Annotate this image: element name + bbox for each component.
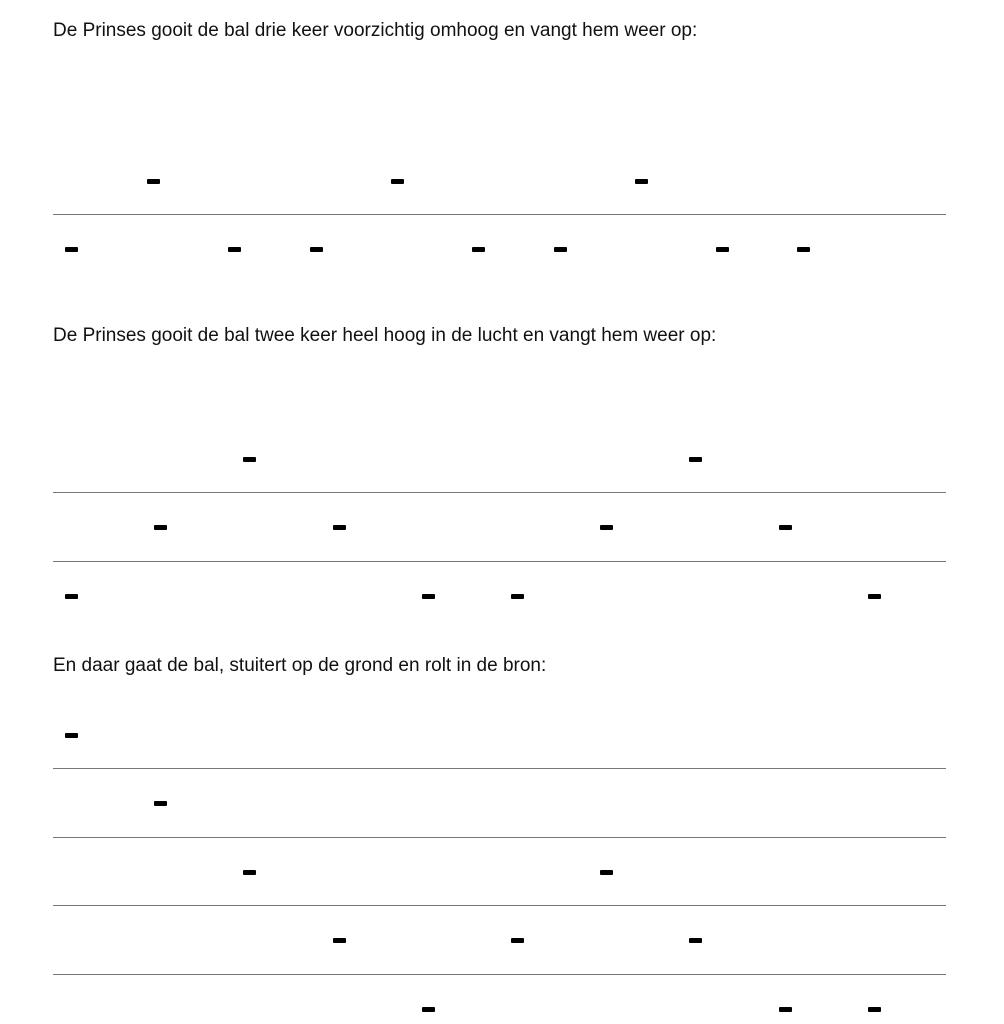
note-dash: [600, 525, 613, 530]
note-dash: [333, 525, 346, 530]
staff-line: [53, 768, 946, 769]
note-dash: [511, 594, 524, 599]
note-dash: [689, 457, 702, 462]
note-dash: [689, 938, 702, 943]
staff-line: [53, 214, 946, 215]
note-dash: [797, 247, 810, 252]
note-dash: [65, 594, 78, 599]
note-dash: [779, 1007, 792, 1012]
staff-line: [53, 561, 946, 562]
note-dash: [147, 179, 160, 184]
note-dash: [228, 247, 241, 252]
staff-line: [53, 837, 946, 838]
note-dash: [600, 870, 613, 875]
note-dash: [65, 733, 78, 738]
note-dash: [65, 247, 78, 252]
note-dash: [154, 801, 167, 806]
section-caption: En daar gaat de bal, stuitert op de grond en rolt in de bron:: [53, 655, 547, 676]
note-dash: [779, 525, 792, 530]
note-dash: [635, 179, 648, 184]
staff-line: [53, 905, 946, 906]
note-dash: [310, 247, 323, 252]
staff-line: [53, 974, 946, 975]
section-caption: De Prinses gooit de bal twee keer heel hoog in de lucht en vangt hem weer op:: [53, 325, 717, 346]
note-dash: [868, 1007, 881, 1012]
note-dash: [391, 179, 404, 184]
note-dash: [511, 938, 524, 943]
note-dash: [554, 247, 567, 252]
staff-line: [53, 492, 946, 493]
note-dash: [243, 870, 256, 875]
note-dash: [333, 938, 346, 943]
note-dash: [716, 247, 729, 252]
note-dash: [472, 247, 485, 252]
section-caption: De Prinses gooit de bal drie keer voorzichtig omhoog en vangt hem weer op:: [53, 20, 698, 41]
note-dash: [154, 525, 167, 530]
note-dash: [868, 594, 881, 599]
note-dash: [422, 1007, 435, 1012]
note-dash: [422, 594, 435, 599]
note-dash: [243, 457, 256, 462]
